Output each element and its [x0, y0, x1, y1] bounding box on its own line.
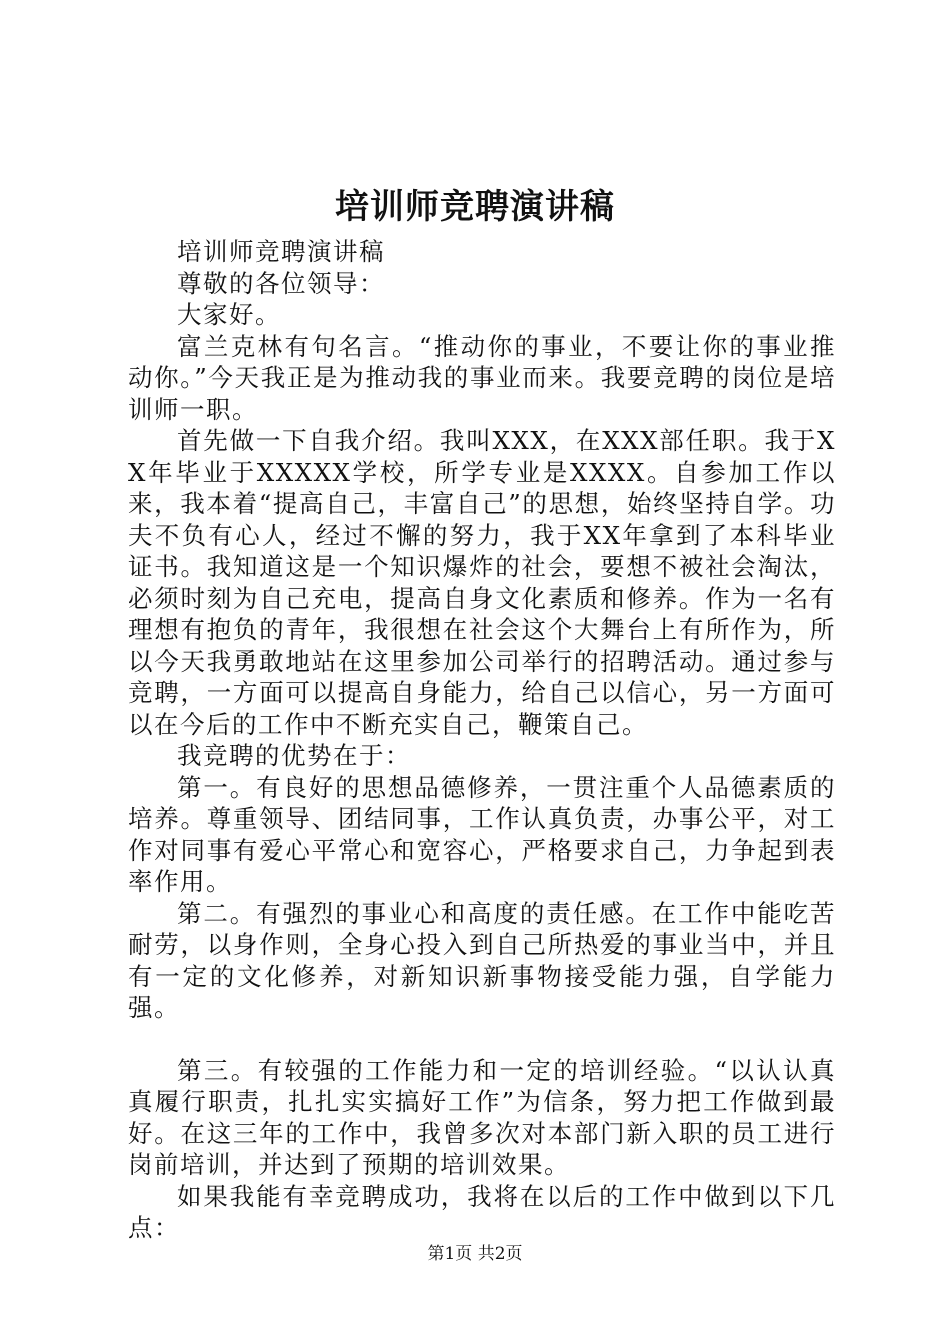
paragraph-greeting: 大家好。 — [177, 300, 281, 329]
paragraph-advantage-second: 第二。有强烈的事业心和高度的责任感。在工作中能吃苦耐劳，以身作则，全身心投入到自己所热爱的事业当中，并且有一定的文化修养，对新知识新事物接受能力强，自学能力强。 — [128, 898, 836, 1022]
paragraph-advantage-third: 第三。有较强的工作能力和一定的培训经验。“以认认真真履行职责，扎扎实实搞好工作”为信条，努力把工作做到最好。在这三年的工作中，我曾多次对本部门新入职的员工进行岗前培训，并达到了预期的培训效果。 — [128, 1055, 836, 1179]
paragraph-advantages-intro: 我竞聘的优势在于： — [177, 741, 411, 770]
paragraph-heading-repeat: 培训师竞聘演讲稿 — [177, 237, 385, 266]
paragraph-advantage-first: 第一。有良好的思想品德修养，一贯注重个人品德素质的培养。尊重领导、团结同事，工作认真负责，办事公平，对工作对同事有爱心平常心和宽容心，严格要求自己，力争起到表率作用。 — [128, 772, 836, 896]
paragraph-plans-intro: 如果我能有幸竞聘成功，我将在以后的工作中做到以下几点： — [128, 1181, 836, 1242]
document-title: 培训师竞聘演讲稿 — [335, 187, 615, 227]
document-body — [128, 236, 836, 1244]
paragraph-salutation: 尊敬的各位领导： — [177, 268, 385, 298]
paragraph-self-introduction: 首先做一下自我介绍。我叫XXX，在XXX部任职。我于XX年毕业于XXXXX学校，所学专业是XXXX。自参加工作以来，我本着“提高自己，丰富自己”的思想，始终坚持自学。功夫不负有心人，经过不懈的努力，我于XX年拿到了本科毕业证书。我知道这是一个知识爆炸的社会，要想不被社会淘汰，必须时刻为自己充电，提高自身文化素质和修养。作为一名有理想有抱负的青年，我很想在社会这个大舞台上有所作为，所以今天我勇敢地站在这里参加公司举行的招聘活动。通过参与竞聘，一方面可以提高自身能力，给自己以信心，另一方面可以在今后的工作中不断充实自己，鞭策自己。 — [128, 426, 836, 739]
paragraph-quote: 富兰克林有句名言。“推动你的事业，不要让你的事业推动你。”今天我正是为推动我的事业而来。我要竞聘的岗位是培训师一职。 — [128, 331, 836, 424]
page-number-footer: 第1页 共2页 — [427, 1244, 523, 1264]
